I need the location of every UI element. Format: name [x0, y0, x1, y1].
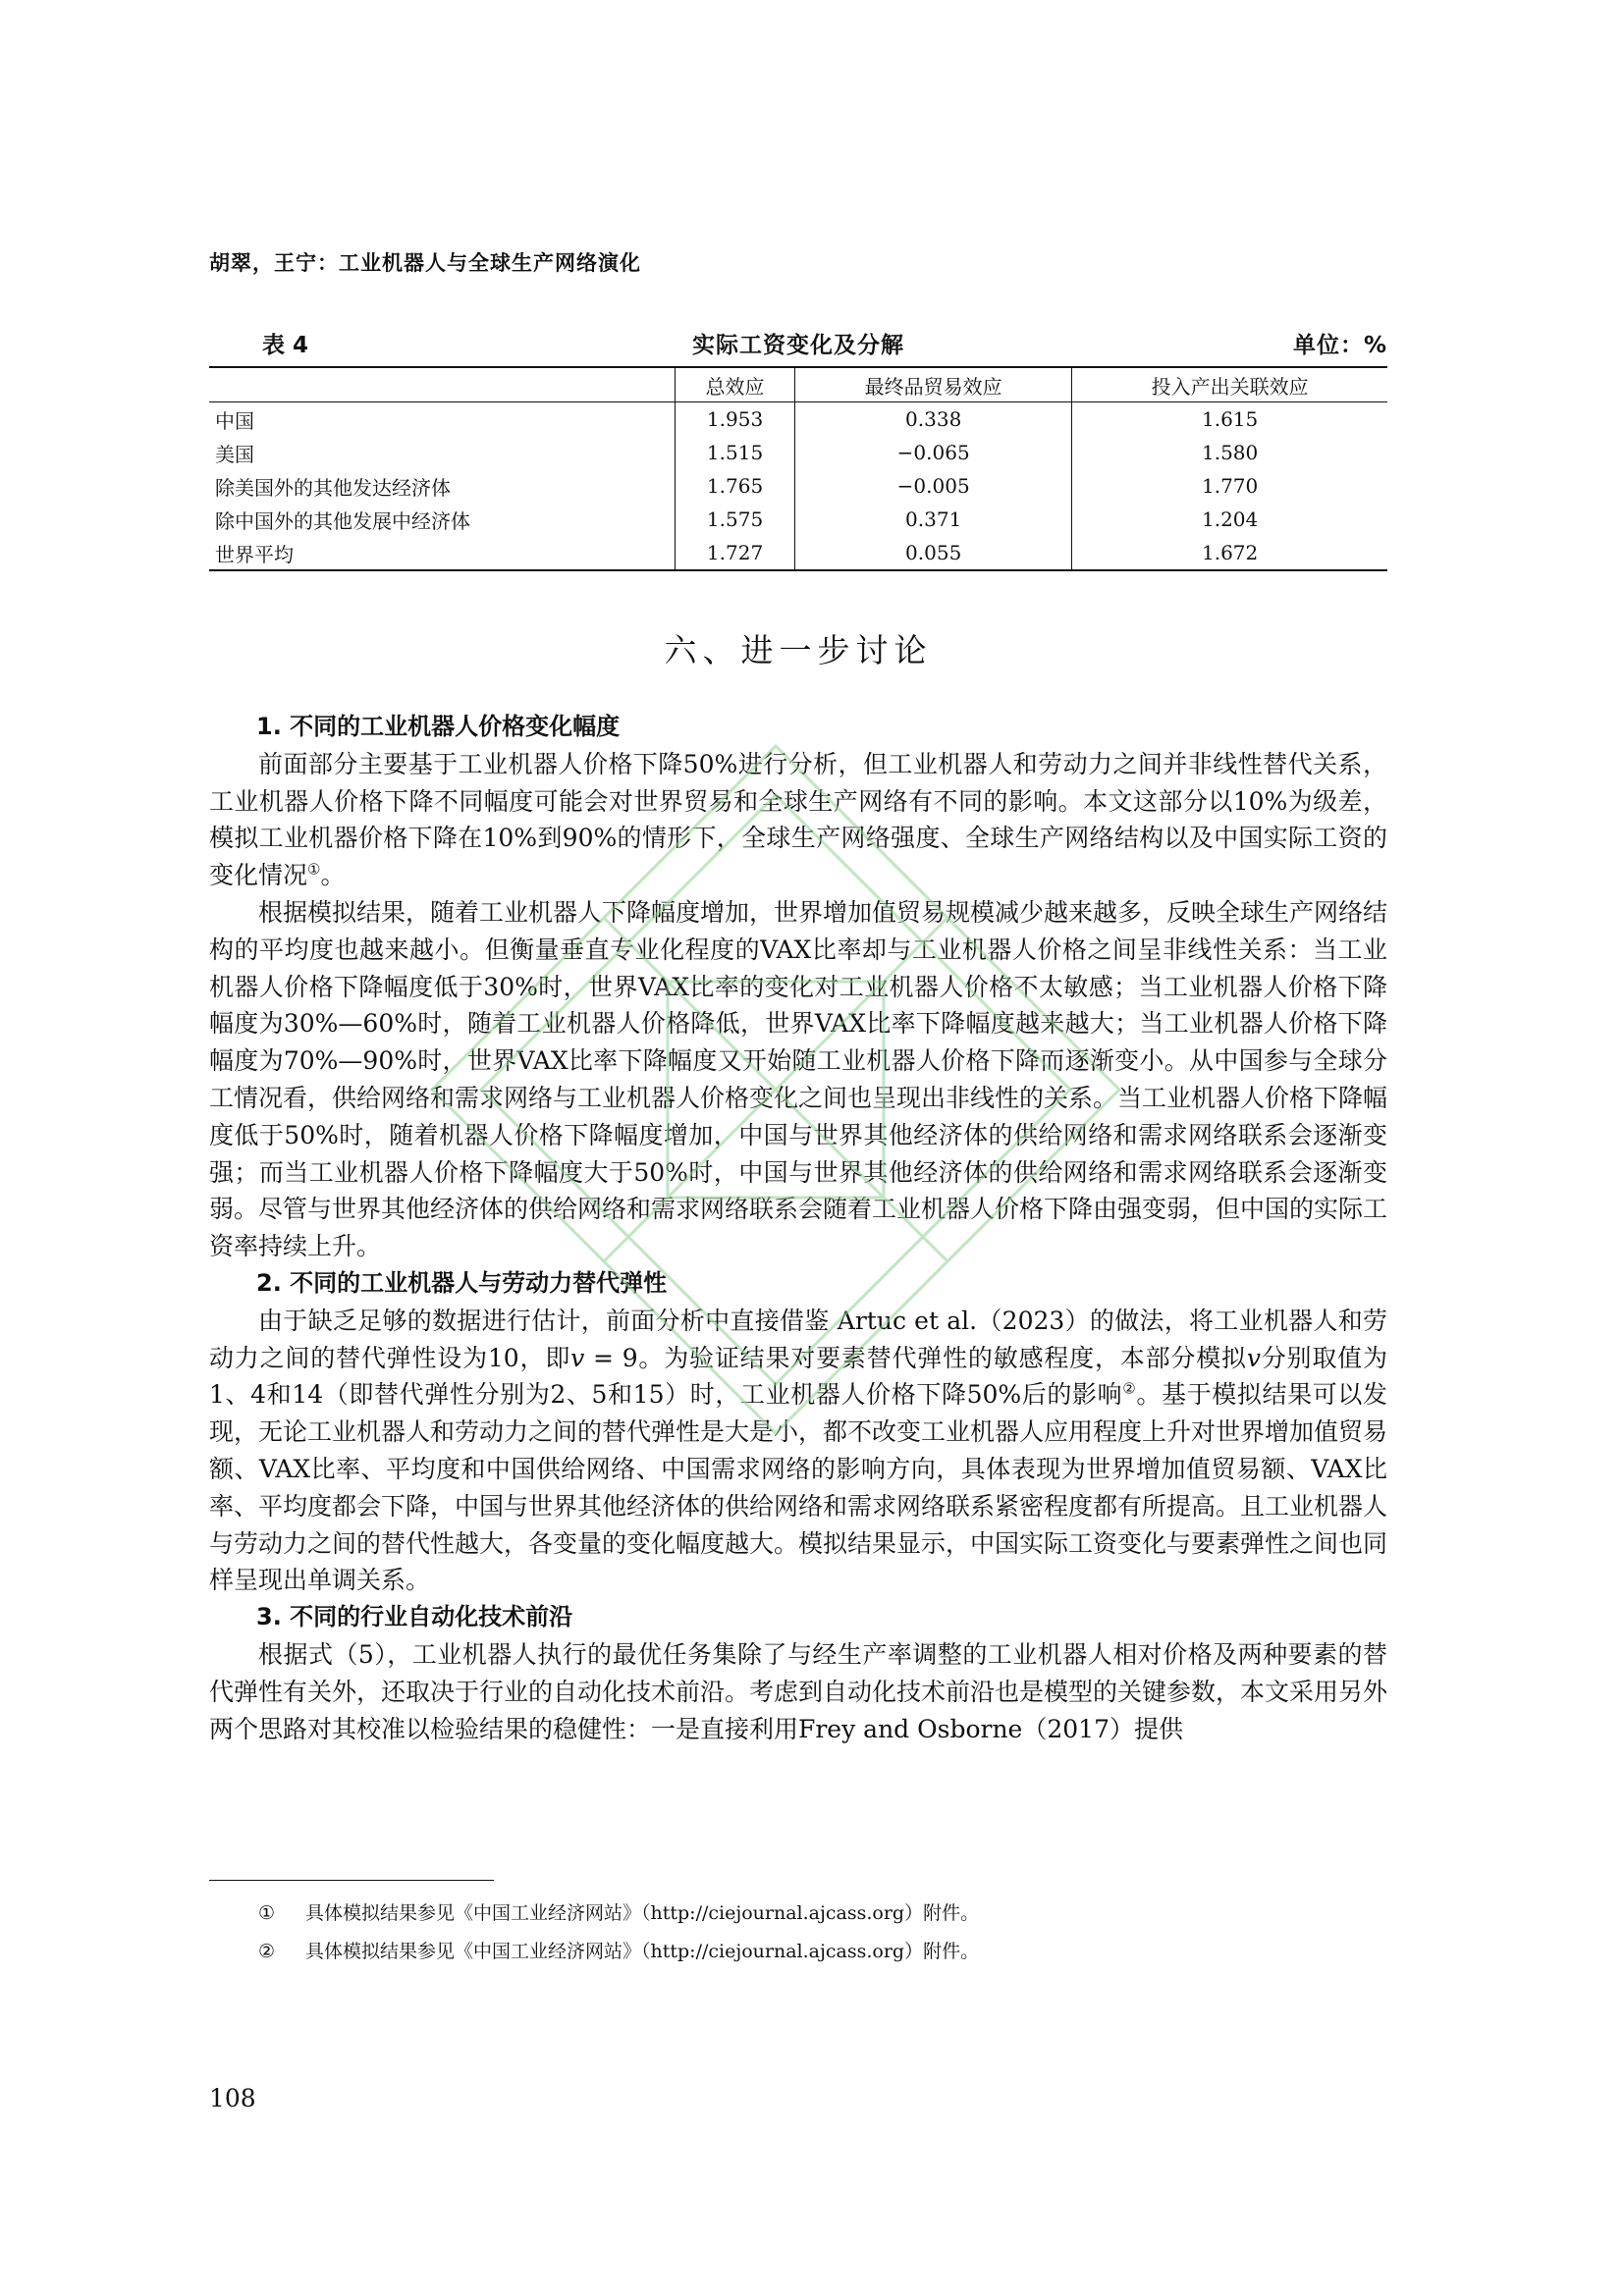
footnote-text: 具体模拟结果参见《中国工业经济网站》（http://ciejournal.ajcass.org）附件。 — [305, 1902, 980, 1924]
table-row — [209, 503, 1387, 536]
footnote — [209, 1895, 1387, 1933]
cell-io-link: 1.615 — [1072, 402, 1387, 437]
header-final-trade: 最终品贸易效应 — [795, 367, 1072, 402]
row-name: 世界平均 — [215, 542, 294, 566]
table-row — [209, 436, 1387, 469]
table-header-row — [209, 367, 1387, 402]
table-caption — [209, 327, 1387, 366]
paragraph-text: 由于缺乏足够的数据进行估计，前面分析中直接借鉴 Artuc et al.（2023）的做法，将工业机器人和劳动力之间的替代弹性设为10，即 — [209, 1306, 1387, 1372]
row-name: 除美国外的其他发达经济体 — [215, 475, 451, 500]
footnotes — [209, 1895, 1387, 1971]
variable-v: v — [570, 1343, 585, 1372]
row-name: 中国 — [215, 408, 254, 433]
table-row — [209, 469, 1387, 503]
wage-decomposition-table — [209, 366, 1387, 571]
subsection-2-heading: 2. 不同的工业机器人与劳动力替代弹性 — [256, 1268, 668, 1297]
cell-io-link: 1.770 — [1072, 469, 1387, 503]
header-blank — [209, 367, 676, 402]
cell-final-trade: 0.371 — [795, 503, 1072, 536]
footnote-mark: ② — [258, 1941, 276, 1962]
paragraph: 根据模拟结果，随着工业机器人下降幅度增加，世界增加值贸易规模减少越来越多，反映全球生产网络结构的平均度也越来越小。但衡量垂直专业化程度的VAX比率却与工业机器人价格之间呈非线性关系：当工业机器人价格下降幅度低于30%时，世界VAX比率的变化对工业机器人价格不太敏感；当工业机器人价格下降幅度为30%—60%时，随着工业机器人价格降低，世界VAX比率下降幅度越来越大；当工业机器人价格下降幅度为70%—90%时，世界VAX比率下降幅度又开始随工业机器人价格下降而逐渐变小。从中国参与全球分工情况看，供给网络和需求网络与工业机器人价格变化之间也呈现出非线性的关系。当工业机器人价格下降幅度低于50%时，随着机器人价格下降幅度增加，中国与世界其他经济体的供给网络和需求网络联系会逐渐变强；而当工业机器人价格下降幅度大于50%时，中国与世界其他经济体的供给网络和需求网络联系会逐渐变弱。尽管与世界其他经济体的供给网络和需求网络联系会随着工业机器人价格下降由强变弱，但中国的实际工资率持续上升。 — [209, 897, 1388, 1261]
paragraph — [209, 746, 1387, 894]
footnote-text: 具体模拟结果参见《中国工业经济网站》（http://ciejournal.ajcass.org）附件。 — [305, 1941, 980, 1962]
row-name: 美国 — [215, 442, 254, 466]
paragraph — [209, 1303, 1387, 1599]
cell-final-trade: 0.338 — [795, 402, 1072, 437]
cell-total: 1.727 — [676, 536, 795, 570]
page-number: 108 — [209, 2084, 256, 2112]
cell-io-link: 1.204 — [1072, 503, 1387, 536]
subsection-3-heading: 3. 不同的行业自动化技术前沿 — [256, 1603, 573, 1631]
header-io-link: 投入产出关联效应 — [1072, 367, 1387, 402]
table-label: 表 4 — [262, 333, 309, 358]
cell-total: 1.765 — [676, 469, 795, 503]
cell-io-link: 1.672 — [1072, 536, 1387, 570]
header-total: 总效应 — [676, 367, 795, 402]
cell-total: 1.953 — [676, 402, 795, 437]
footnote-ref: ① — [307, 860, 321, 879]
subsection-1-heading: 1. 不同的工业机器人价格变化幅度 — [256, 713, 621, 740]
paragraph-end: 。 — [320, 861, 346, 890]
cell-io-link: 1.580 — [1072, 436, 1387, 469]
footnote-mark: ① — [258, 1902, 276, 1924]
table-row — [209, 402, 1387, 437]
cell-final-trade: 0.055 — [795, 536, 1072, 570]
footnote-divider — [209, 1880, 494, 1881]
section-heading: 六、进一步讨论 — [664, 631, 933, 669]
variable-v: v — [1246, 1343, 1261, 1372]
paragraph-text: 前面部分主要基于工业机器人价格下降50%进行分析，但工业机器人和劳动力之间并非线性替代关系，工业机器人价格下降不同幅度可能会对世界贸易和全球生产网络有不同的影响。本文这部分以10%为级差，模拟工业机器价格下降在10%到90%的情形下，全球生产网络强度、全球生产网络结构以及中国实际工资的变化情况 — [209, 749, 1387, 890]
paragraph-text: 。基于模拟结果可以发现，无论工业机器人和劳动力之间的替代弹性是大是小，都不改变工业机器人应用程度上升对世界增加值贸易额、VAX比率、平均度和中国供给网络、中国需求网络的影响方向，具体表现为世界增加值贸易额、VAX比率、平均度都会下降，中国与世界其他经济体的供给网络和需求网络联系紧密程度都有所提高。且工业机器人与劳动力之间的替代性越大，各变量的变化幅度越大。模拟结果显示，中国实际工资变化与要素弹性之间也同样呈现出单调关系。 — [209, 1380, 1388, 1595]
cell-total: 1.515 — [676, 436, 795, 469]
table-unit: 单位：% — [1292, 333, 1387, 358]
paragraph: 根据式（5），工业机器人执行的最优任务集除了与经生产率调整的工业机器人相对价格及两种要素的替代弹性有关外，还取决于行业的自动化技术前沿。考虑到自动化技术前沿也是模型的关键参数，本文采用另外两个思路对其校准以检验结果的稳健性：一是直接利用Frey and Osborne（2017）提供 — [209, 1639, 1388, 1743]
table-row — [209, 536, 1387, 570]
footnote-ref: ② — [1122, 1380, 1137, 1399]
paragraph-text: 分别取值为1、4和14（即替代弹性分别为2、5和15）时，工业机器人价格下降50%后的影响 — [209, 1343, 1387, 1410]
paragraph-text: = 9。为验证结果对要素替代弹性的敏感程度，本部分模拟 — [584, 1343, 1247, 1372]
table-title: 实际工资变化及分解 — [692, 333, 904, 358]
cell-final-trade: −0.005 — [795, 469, 1072, 503]
cell-total: 1.575 — [676, 503, 795, 536]
cell-final-trade: −0.065 — [795, 436, 1072, 469]
body-text — [209, 709, 1387, 1747]
footnote — [209, 1933, 1387, 1971]
row-name: 除中国外的其他发展中经济体 — [215, 508, 470, 533]
running-head: 胡翠，王宁：工业机器人与全球生产网络演化 — [209, 251, 641, 275]
